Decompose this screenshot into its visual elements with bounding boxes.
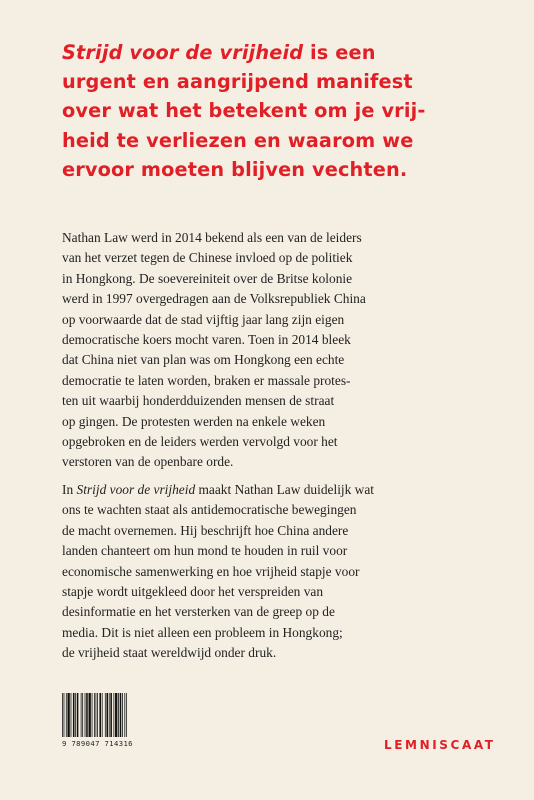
paragraph-line: ons te wachten staat als antidemocratische bewegingen	[62, 502, 357, 518]
headline-line: ervoor moeten blijven vechten.	[62, 157, 408, 181]
barcode-bar	[113, 693, 114, 737]
headline-blurb	[62, 38, 502, 184]
paragraph-line: op gingen. De protesten werden na enkele weken	[62, 413, 326, 429]
paragraph-line: democratische koers mocht varen. Toen in 2014 bleek	[62, 332, 351, 348]
paragraph-line: landen chanteert om hun mond te houden in ruil voor	[62, 543, 348, 559]
barcode-bar	[115, 693, 117, 737]
headline-line: heid te verliezen en waarom we	[62, 128, 414, 152]
barcode-bar	[89, 693, 91, 737]
barcode-bar	[105, 693, 106, 737]
paragraph-line: economische samenwerking en hoe vrijheid stapje voor	[62, 563, 360, 579]
paragraph-line: op voorwaarde dat de stad vijftig jaar lang zijn eigen	[62, 311, 345, 327]
body-paragraph-1	[62, 228, 492, 473]
barcode-bar	[97, 693, 98, 737]
isbn-digits: 9 789047 714316	[62, 739, 133, 748]
paragraph-line: werd in 1997 overgedragen aan de Volksrepubliek China	[62, 291, 366, 307]
barcode-bar	[124, 693, 125, 737]
isbn-barcode	[62, 693, 154, 737]
barcode-bar	[99, 693, 101, 737]
body-paragraph-2	[62, 480, 492, 664]
paragraph-line: verstoren van de openbare orde.	[62, 454, 234, 470]
barcode-bar	[71, 693, 72, 737]
paragraph-line: opgebroken en de leiders werden vervolgd voor het	[62, 434, 338, 450]
paragraph-line: stapje wordt uitgekleed door het verspreiden van	[62, 584, 324, 600]
publisher-logo: LEMNISCAAT	[384, 738, 496, 752]
barcode-bar	[94, 693, 95, 737]
barcode-bar	[85, 693, 86, 737]
barcode-bar	[120, 693, 122, 737]
book-title-italic: Strijd voor de vrijheid	[62, 41, 304, 64]
barcode-bar	[110, 693, 112, 737]
barcode-bar	[75, 693, 76, 737]
paragraph-line: ten uit waarbij honderdduizenden mensen de straat	[62, 393, 335, 409]
barcode-bar	[81, 693, 82, 737]
barcode-bar	[96, 693, 97, 737]
headline-line: urgent en aangrijpend manifest	[62, 70, 413, 94]
barcode-bar	[67, 693, 69, 737]
barcode-bar	[106, 693, 108, 737]
barcode-bar	[122, 693, 123, 737]
barcode-bar	[126, 693, 127, 737]
paragraph-line: democratie te laten worden, braken er massale protes-	[62, 372, 351, 388]
barcode-bar	[118, 693, 119, 737]
paragraph-line: Nathan Law werd in 2014 bekend als een van de leiders	[62, 230, 362, 245]
paragraph-line: van het verzet tegen de Chinese invloed op de politiek	[62, 250, 353, 266]
barcode-bar	[64, 693, 65, 737]
barcode-bar	[73, 693, 75, 737]
paragraph-line: in Hongkong. De soevereiniteit over de Britse kolonie	[62, 270, 353, 286]
paragraph-line: In Strijd voor de vrijheid maakt Nathan Law duidelijk wat	[62, 482, 375, 497]
barcode-bar	[92, 693, 93, 737]
paragraph-line: desinformatie en het versterken van de greep op de	[62, 604, 335, 620]
barcode-bar	[62, 693, 63, 737]
paragraph-line: de vrijheid staat wereldwijd onder druk.	[62, 645, 277, 661]
headline-line: Strijd voor de vrijheid is een	[62, 41, 376, 64]
barcode-bar	[86, 693, 88, 737]
barcode-bar	[77, 693, 79, 737]
headline-line: over wat het betekent om je vrij-	[62, 99, 426, 123]
barcode-bar	[109, 693, 110, 737]
paragraph-line: dat China niet van plan was om Hongkong een echte	[62, 352, 345, 368]
paragraph-line: media. Dit is niet alleen een probleem in Hongkong;	[62, 624, 343, 640]
barcode-bar	[102, 693, 103, 737]
barcode-bar	[82, 693, 83, 737]
book-title-italic: Strijd voor de vrijheid	[76, 482, 196, 497]
barcode-bar	[66, 693, 67, 737]
paragraph-line: de macht overnemen. Hij beschrijft hoe China andere	[62, 522, 349, 538]
